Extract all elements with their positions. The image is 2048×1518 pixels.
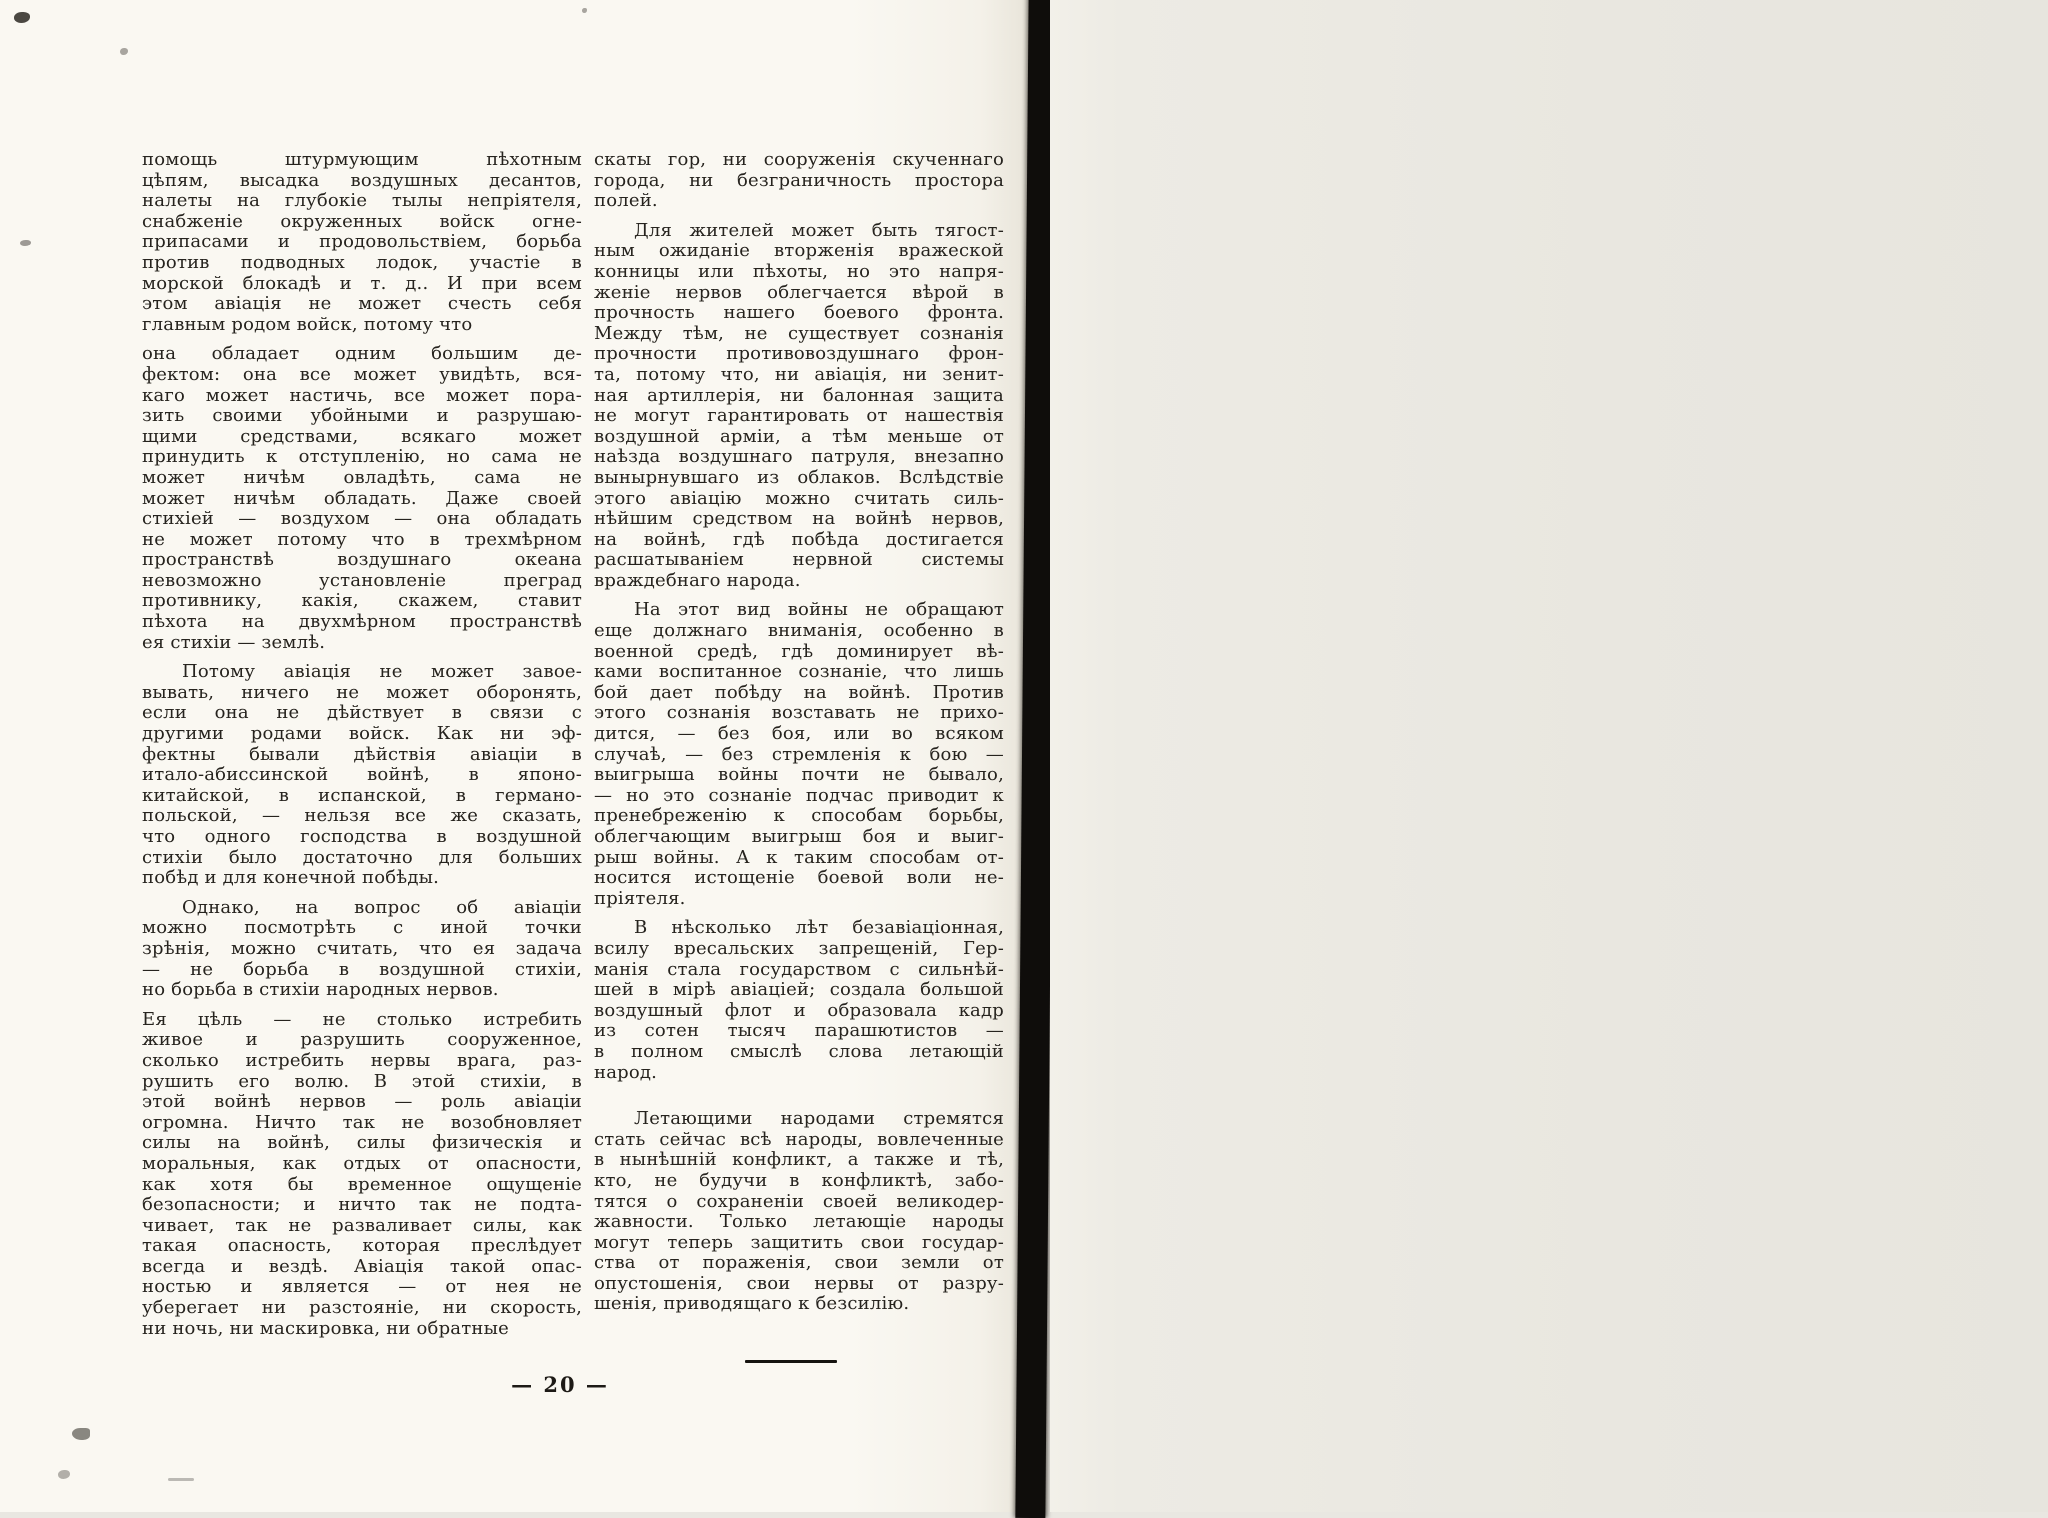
text-line: вынырнувшаго из облаков. Вслѣдствіе bbox=[594, 466, 1004, 488]
text-line: наѣзда воздушнаго патруля, внезапно bbox=[594, 446, 1004, 468]
text-line: ками воспитанное сознаніе, что лишь bbox=[594, 661, 1004, 683]
text-line: может ничѣм овладѣть, сама не bbox=[142, 466, 582, 488]
paragraph bbox=[142, 344, 582, 653]
text-line: налеты на глубокіе тылы непріятеля, bbox=[142, 190, 582, 212]
paragraph bbox=[142, 662, 582, 889]
paragraph bbox=[142, 1010, 582, 1340]
paragraph bbox=[594, 221, 1004, 592]
facing-page bbox=[1050, 0, 2048, 1512]
text-line: пренебреженію к способам борьбы, bbox=[594, 805, 1004, 827]
text-line: пѣхота на двухмѣрном пространствѣ bbox=[142, 611, 582, 633]
text-line: женіе нервов облегчается вѣрой в bbox=[594, 281, 1004, 303]
text-line: бой дает побѣду на войнѣ. Против bbox=[594, 681, 1004, 703]
paragraph bbox=[142, 898, 582, 1001]
text-line: другими родами войск. Как ни эф- bbox=[142, 723, 582, 745]
text-line: опустошенія, свои нервы от разру- bbox=[594, 1272, 1004, 1294]
text-line: рыш войны. А к таким способам от- bbox=[594, 846, 1004, 868]
paragraph bbox=[594, 600, 1004, 909]
text-line: Однако, на вопрос об авіаціи bbox=[182, 896, 582, 918]
text-line: фектом: она все может увидѣть, вся- bbox=[142, 363, 582, 385]
text-line: стать сейчас всѣ народы, вовлеченные bbox=[594, 1128, 1004, 1150]
text-line: морской блокадѣ и т. д.. И при всем bbox=[142, 272, 582, 294]
text-line: облегчающим выигрыш боя и выиг- bbox=[594, 826, 1004, 847]
text-column-right bbox=[594, 150, 1004, 1324]
text-line: ства от пораженія, свои земли от bbox=[594, 1252, 1004, 1274]
text-line: из сотен тысяч парашютистов — bbox=[594, 1020, 1004, 1042]
text-line: снабженіе окруженных войск огне- bbox=[142, 210, 582, 232]
text-line: огромна. Ничто так не возобновляет bbox=[142, 1111, 582, 1133]
text-line: та, потому что, ни авіація, ни зенит- bbox=[594, 363, 1004, 385]
text-line: шей в мірѣ авіаціей; создала большой bbox=[594, 979, 1004, 1001]
text-line: побѣд и для конечной побѣды. bbox=[142, 867, 440, 889]
text-line: ни ночь, ни маскировка, ни обратные bbox=[142, 1317, 509, 1339]
paragraph bbox=[594, 1109, 1004, 1315]
text-line: итало-абиссинской войнѣ, в японо- bbox=[142, 764, 582, 786]
noise-speck bbox=[72, 1428, 90, 1440]
text-line: можно посмотрѣть с иной точки bbox=[142, 917, 582, 939]
text-line: могут теперь защитить свои государ- bbox=[594, 1231, 1004, 1253]
text-line: живое и разрушить сооруженное, bbox=[142, 1029, 582, 1051]
text-line: ная артиллерія, ни балонная защита bbox=[594, 384, 1004, 406]
text-line: стихіей — воздухом — она обладать bbox=[142, 508, 582, 530]
text-column-left bbox=[142, 150, 582, 1348]
text-line: цѣпям, высадка воздушных десантов, bbox=[142, 169, 582, 191]
text-line: носится истощеніе боевой воли не- bbox=[594, 867, 1004, 889]
text-line: прочности противовоздушнаго фрон- bbox=[594, 343, 1004, 365]
text-line: этого авіацію можно считать силь- bbox=[594, 487, 1004, 509]
text-line: В нѣсколько лѣт безавіаціонная, bbox=[634, 917, 1004, 939]
end-rule bbox=[745, 1360, 837, 1363]
text-line: воздушный флот и образовала кадр bbox=[594, 999, 1004, 1021]
text-line: если она не дѣйствует в связи с bbox=[142, 702, 582, 724]
noise-speck bbox=[58, 1470, 70, 1479]
paragraph bbox=[594, 918, 1004, 1083]
noise-speck bbox=[120, 48, 128, 55]
text-line: этого сознанія возставать не прихо- bbox=[594, 702, 1004, 724]
text-line: всегда и вездѣ. Авіація такой опас- bbox=[142, 1255, 582, 1277]
text-line: чивает, так не разваливает силы, как bbox=[142, 1214, 582, 1236]
text-line: манія стала государством с сильнѣй- bbox=[594, 958, 1004, 980]
text-line: Для жителей может быть тягост- bbox=[634, 219, 1004, 241]
text-line: пространствѣ воздушнаго океана bbox=[142, 549, 582, 571]
paragraph bbox=[142, 150, 582, 335]
text-line: может ничѣм обладать. Даже своей bbox=[142, 487, 582, 509]
text-line: уберегает ни разстояніе, ни скорость, bbox=[142, 1297, 582, 1319]
text-line: зить своими убойными и разрушаю- bbox=[142, 405, 582, 427]
text-line: Между тѣм, не существует сознанія bbox=[594, 322, 1004, 344]
text-line: пріятеля. bbox=[594, 887, 686, 909]
noise-speck bbox=[582, 8, 587, 13]
text-line: моральныя, как отдых от опасности, bbox=[142, 1152, 582, 1174]
text-line: дится, — без боя, или во всяком bbox=[594, 723, 1004, 745]
text-line: такая опасность, которая преслѣдует bbox=[142, 1235, 582, 1257]
noise-speck bbox=[168, 1478, 194, 1481]
text-line: тятся о сохраненіи своей великодер- bbox=[594, 1190, 1004, 1212]
text-line: жавности. Только летающіе народы bbox=[594, 1211, 1004, 1233]
text-line: зрѣнія, можно считать, что ея задача bbox=[142, 937, 582, 959]
text-line: как хотя бы временное ощущеніе bbox=[142, 1173, 582, 1195]
text-line: враждебнаго народа. bbox=[594, 569, 801, 591]
text-line: шенія, приводящаго к безсилію. bbox=[594, 1293, 910, 1315]
text-line: города, ни безграничность простора bbox=[594, 169, 1004, 191]
text-line: всилу вресальских запрещеній, Гер- bbox=[594, 937, 1004, 959]
text-line: не может потому что в трехмѣрном bbox=[142, 528, 582, 550]
text-line: против подводных лодок, участіе в bbox=[142, 251, 582, 273]
text-line: этой войнѣ нервов — роль авіаціи bbox=[142, 1091, 582, 1113]
text-line: ея стихіи — землѣ. bbox=[142, 631, 326, 653]
text-line: в нынѣшній конфликт, а также и тѣ, bbox=[594, 1149, 1004, 1171]
text-line: полей. bbox=[594, 190, 658, 212]
text-line: главным родом войск, потому что bbox=[142, 313, 473, 335]
text-line: выигрыша войны почти не бывало, bbox=[594, 764, 1004, 786]
text-line: в полном смыслѣ слова летающій bbox=[594, 1040, 1004, 1062]
noise-speck bbox=[14, 12, 30, 23]
text-line: фектны бывали дѣйствія авіаціи в bbox=[142, 743, 582, 765]
text-line: Ея цѣль — не столько истребить bbox=[142, 1008, 582, 1030]
text-line: Летающими народами стремятся bbox=[634, 1108, 1004, 1130]
text-line: — не борьба в воздушной стихіи, bbox=[142, 958, 582, 980]
text-line: На этот вид войны не обращают bbox=[634, 599, 1004, 621]
text-line: воздушной арміи, а тѣм меньше от bbox=[594, 425, 1004, 447]
text-line: скаты гор, ни сооруженія скученнаго bbox=[594, 149, 1004, 170]
text-line: еще должнаго вниманія, особенно в bbox=[594, 620, 1004, 642]
text-line: припасами и продовольствіем, борьба bbox=[142, 231, 582, 253]
text-line: военной средѣ, гдѣ доминирует вѣ- bbox=[594, 640, 1004, 662]
text-line: нѣйшим средством на войнѣ нервов, bbox=[594, 508, 1004, 530]
noise-speck bbox=[20, 240, 31, 246]
text-line: рушить его волю. В этой стихіи, в bbox=[142, 1070, 582, 1092]
page-number: — 20 — bbox=[511, 1372, 609, 1397]
text-line: что одного господства в воздушной bbox=[142, 826, 582, 847]
text-line: силы на войнѣ, силы физическія и bbox=[142, 1132, 582, 1154]
text-line: польской, — нельзя все же сказать, bbox=[142, 805, 582, 827]
text-line: народ. bbox=[594, 1061, 658, 1083]
text-line: ным ожиданіе вторженія вражеской bbox=[594, 240, 1004, 262]
text-line: противнику, какія, скажем, ставит bbox=[142, 590, 582, 612]
text-line: но борьба в стихіи народных нервов. bbox=[142, 979, 499, 1001]
text-line: на войнѣ, гдѣ побѣда достигается bbox=[594, 528, 1004, 550]
text-line: ностью и является — от нея не bbox=[142, 1276, 582, 1298]
text-line: расшатываніем нервной системы bbox=[594, 549, 1004, 571]
text-line: — но это сознаніе подчас приводит к bbox=[594, 784, 1004, 806]
text-line: не могут гарантировать от нашествія bbox=[594, 405, 1004, 427]
text-line: безопасности; и ничто так не подта- bbox=[142, 1194, 582, 1216]
text-line: помощь штурмующим пѣхотным bbox=[142, 149, 582, 170]
text-line: вывать, ничего не может оборонять, bbox=[142, 681, 582, 703]
text-line: случаѣ, — без стремленія к бою — bbox=[594, 743, 1004, 765]
text-line: китайской, в испанской, в германо- bbox=[142, 784, 582, 806]
text-line: она обладает одним большим де- bbox=[142, 343, 582, 365]
text-line: невозможно установленіе преград bbox=[142, 569, 582, 591]
text-line: конницы или пѣхоты, но это напря- bbox=[594, 260, 1004, 282]
text-line: принудить к отступленію, но сама не bbox=[142, 446, 582, 468]
text-line: сколько истребить нервы врага, раз- bbox=[142, 1049, 582, 1071]
text-line: каго может настичь, все может пора- bbox=[142, 384, 582, 406]
text-line: этом авіація не может счесть себя bbox=[142, 293, 582, 315]
paragraph bbox=[594, 150, 1004, 212]
text-line: Потому авіація не может завое- bbox=[182, 661, 582, 683]
text-line: стихіи было достаточно для больших bbox=[142, 846, 582, 868]
text-line: щими средствами, всякаго может bbox=[142, 425, 582, 447]
text-line: кто, не будучи в конфликтѣ, забо- bbox=[594, 1169, 1004, 1191]
text-line: прочность нашего боевого фронта. bbox=[594, 302, 1004, 324]
